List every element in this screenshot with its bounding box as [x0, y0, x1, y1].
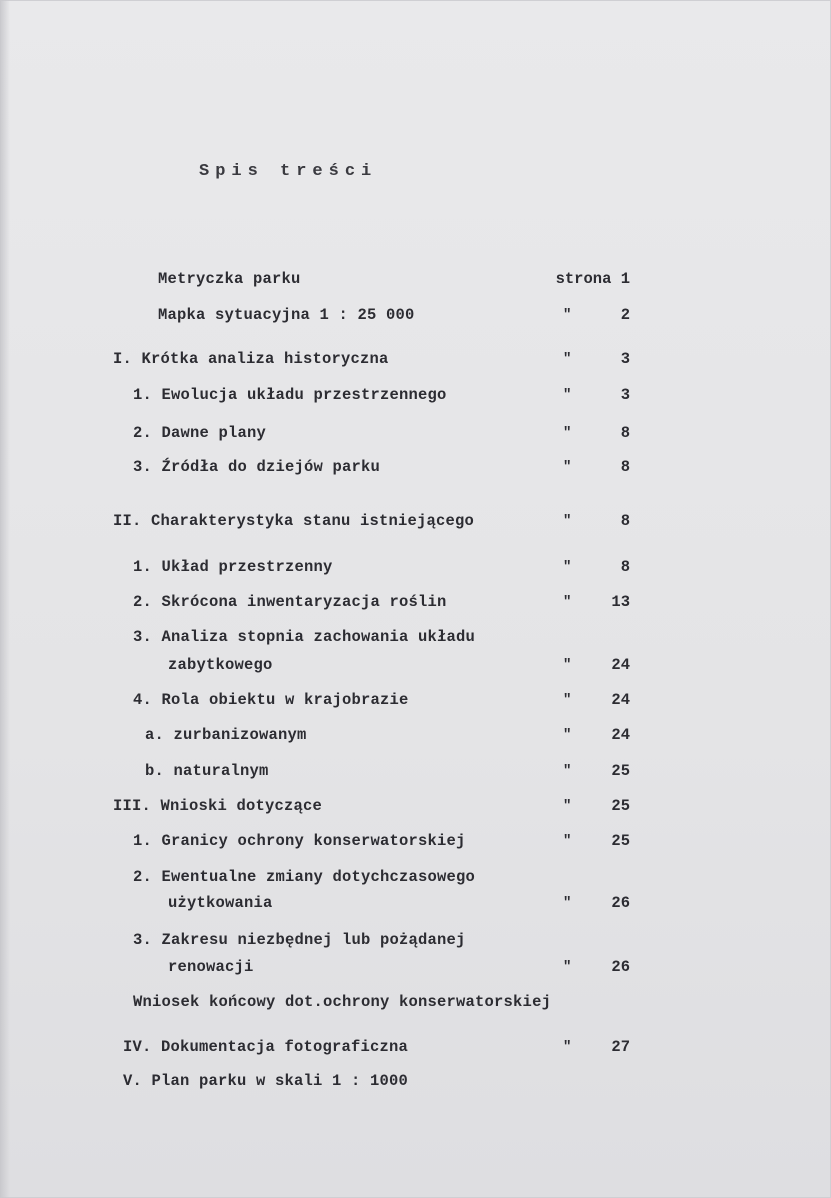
toc-entry-text: 1. Ewolucja układu przestrzennego	[133, 386, 447, 404]
toc-entry-text: 2. Dawne plany	[133, 424, 267, 442]
toc-ditto-mark: "	[563, 895, 572, 911]
toc-page-number: 24	[611, 656, 630, 674]
toc-entry-text: a. zurbanizowanym	[145, 726, 307, 744]
toc-ditto-mark: "	[563, 959, 572, 975]
toc-page-number: 3	[620, 386, 630, 404]
toc-entry-text: III. Wnioski dotyczące	[113, 797, 323, 815]
toc-ditto-mark: "	[563, 387, 572, 403]
toc-entry-text: renowacji	[168, 958, 254, 976]
toc-page-number: strona 1	[555, 270, 630, 288]
toc-page-number: 24	[611, 691, 630, 709]
toc-ditto-mark: "	[563, 513, 572, 529]
toc-entry-text: II. Charakterystyka stanu istniejącego	[113, 512, 475, 530]
toc-entry-text: 3. Źródła do dziejów parku	[133, 458, 381, 476]
toc-ditto-mark: "	[563, 833, 572, 849]
toc-page-number: 25	[611, 762, 630, 780]
toc-page-number: 26	[611, 894, 630, 912]
toc-ditto-mark: "	[563, 657, 572, 673]
toc-entry-text: b. naturalnym	[145, 762, 269, 780]
toc-page-number: 8	[620, 458, 630, 476]
toc-ditto-mark: "	[563, 798, 572, 814]
toc-ditto-mark: "	[563, 425, 572, 441]
toc-entry-text: IV. Dokumentacja fotograficzna	[123, 1038, 409, 1056]
toc-entry-text: I. Krótka analiza historyczna	[113, 350, 389, 368]
toc-entry-text: 1. Układ przestrzenny	[133, 558, 333, 576]
toc-ditto-mark: "	[563, 763, 572, 779]
toc-ditto-mark: "	[563, 351, 572, 367]
toc-page-number: 27	[611, 1038, 630, 1056]
toc-page-number: 8	[620, 424, 630, 442]
toc-entry-text: zabytkowego	[168, 656, 273, 674]
toc-entry-text: Metryczka parku	[158, 270, 301, 288]
toc-ditto-mark: "	[563, 559, 572, 575]
toc-page-number: 3	[620, 350, 630, 368]
toc-ditto-mark: "	[563, 459, 572, 475]
toc-entry-text: 1. Granicy ochrony konserwatorskiej	[133, 832, 466, 850]
toc-entry-text: 3. Analiza stopnia zachowania układu	[133, 628, 476, 646]
toc-page-number: 8	[620, 512, 630, 530]
toc-ditto-mark: "	[563, 594, 572, 610]
toc-entry-text: Wniosek końcowy dot.ochrony konserwatorskiej	[133, 993, 552, 1011]
toc-ditto-mark: "	[563, 1039, 572, 1055]
toc-entry-text: 4. Rola obiektu w krajobrazie	[133, 691, 409, 709]
toc-ditto-mark: "	[563, 307, 572, 323]
toc-page-number: 24	[611, 726, 630, 744]
toc-ditto-mark: "	[563, 727, 572, 743]
page-title: Spis treści	[199, 162, 378, 181]
toc-entry-text: Mapka sytuacyjna 1 : 25 000	[158, 306, 415, 324]
toc-page-number: 25	[611, 832, 630, 850]
toc-entry-text: V. Plan parku w skali 1 : 1000	[123, 1072, 409, 1090]
toc-entry-text: 2. Ewentualne zmiany dotychczasowego	[133, 868, 476, 886]
toc-page-number: 8	[620, 558, 630, 576]
toc-page-number: 13	[611, 593, 630, 611]
toc-page-number: 2	[620, 306, 630, 324]
toc-entry-text: użytkowania	[168, 894, 273, 912]
toc-entry-text: 3. Zakresu niezbędnej lub pożądanej	[133, 931, 466, 949]
toc-page-number: 26	[611, 958, 630, 976]
toc-ditto-mark: "	[563, 692, 572, 708]
toc-page-number: 25	[611, 797, 630, 815]
toc-entry-text: 2. Skrócona inwentaryzacja roślin	[133, 593, 447, 611]
